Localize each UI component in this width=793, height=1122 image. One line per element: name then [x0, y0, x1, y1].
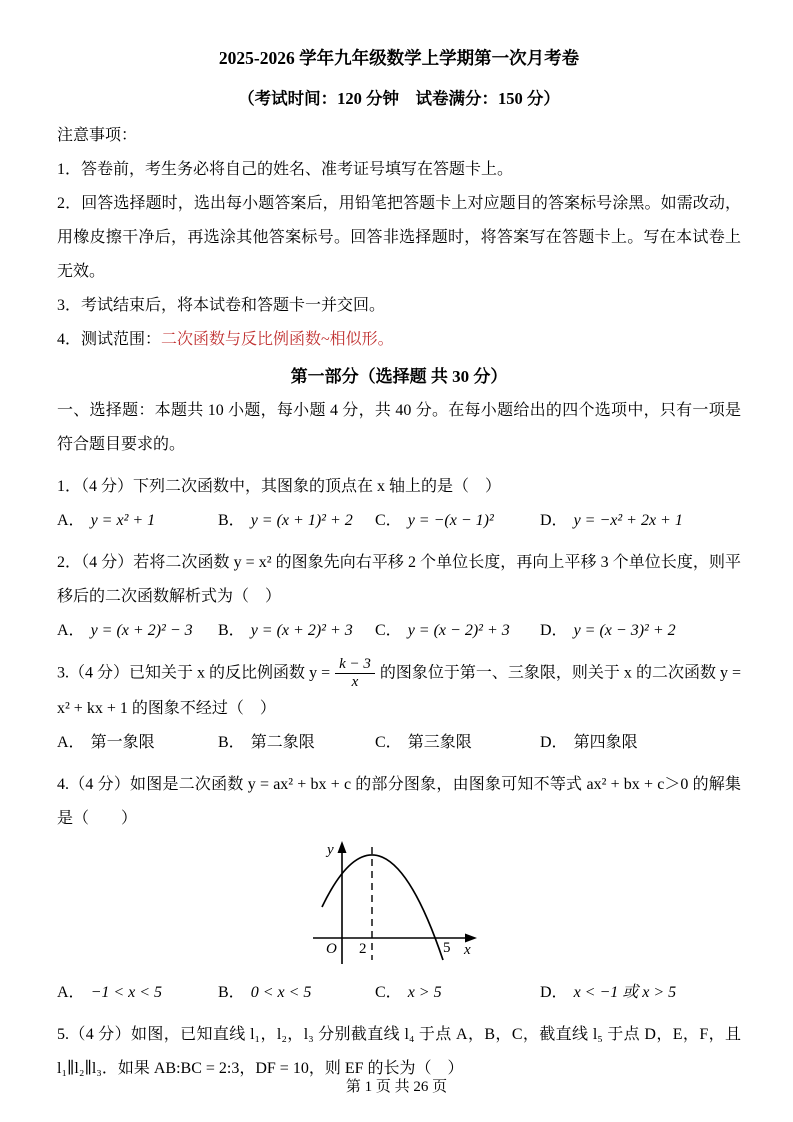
option-text: −1 < x < 5 [90, 983, 163, 1001]
question-1-option-d [540, 504, 741, 538]
option-key: B． [218, 622, 245, 639]
question-1-option-b [218, 504, 375, 538]
root-tick-label: 5 [443, 939, 451, 956]
option-key: B． [218, 512, 245, 529]
option-text: y = (x − 3)² + 2 [573, 622, 676, 639]
option-text: y = (x + 2)² − 3 [90, 622, 193, 639]
option-text: y = (x − 2)² + 3 [407, 622, 510, 639]
option-key: A． [57, 733, 85, 751]
parabola-curve [322, 854, 443, 959]
option-key: D． [540, 622, 568, 639]
question-3-option-a [57, 726, 218, 760]
question-4-text: 4.（4 分）如图是二次函数 y = ax² + bx + c 的部分图象，由图象可知不等式 ax² + bx + c＞0 的解集是（ ） [57, 775, 741, 827]
test-scope-text: 二次函数与反比例函数~相似形。 [161, 331, 394, 348]
exam-title: 2025-2026 学年九年级数学上学期第一次月考卷 [218, 48, 580, 68]
question-3-text [57, 656, 741, 726]
y-axis-label: y [327, 841, 334, 858]
question-2-options [57, 614, 741, 648]
question-4-option-c [375, 976, 540, 1010]
option-text: y = −x² + 2x + 1 [573, 512, 683, 529]
option-text: y = (x + 2)² + 3 [250, 622, 353, 639]
option-key: D． [540, 512, 568, 529]
parabola-graph [300, 840, 500, 974]
option-key: D． [540, 733, 568, 751]
option-key: A． [57, 512, 85, 529]
option-text: y = x² + 1 [90, 512, 156, 529]
question-3-option-b [218, 726, 375, 760]
option-key: C． [375, 983, 402, 1001]
option-key: A． [57, 622, 85, 639]
question-3-text-pre: 3.（4 分）已知关于 x 的反比例函数 y = [57, 664, 331, 682]
question-1-options [57, 504, 741, 538]
question-2-option-b [218, 614, 375, 648]
option-key: B． [218, 733, 245, 751]
fraction-numerator: k − 3 [335, 656, 375, 674]
question-5-text: 5.（4 分）如图，已知直线 l₁，l₂，l₃ 分别截直线 l₄ 于点 A，B，C，截直线 l₅ 于点 D，E，F，且 l₁∥l₂∥l₃．如果 AB:BC = 2:3，DF = 10，则 EF 的长为（ ） [57, 1025, 741, 1077]
notice-item-4 [57, 323, 741, 357]
option-key: A． [57, 983, 85, 1001]
option-text: y = −(x − 1)² [407, 512, 494, 529]
question-1-option-c [375, 504, 540, 538]
question-3-option-c [375, 726, 540, 760]
section-one-title: 第一部分（选择题 共 30 分） [290, 367, 508, 386]
question-3-text-post: 的图象位于第一、三象限，则关于 x 的二次函数 y = x² + kx + 1 的图象不经过（ ） [57, 664, 741, 717]
question-4-figure [300, 840, 741, 974]
notice-item-4-prefix: 4．测试范围： [57, 331, 162, 348]
question-2-text: 2．（4 分）若将二次函数 y = x² 的图象先向右平移 2 个单位长度，再向上平移 3 个单位长度，则平移后的二次函数解析式为（ ） [57, 554, 741, 605]
option-key: D． [540, 983, 568, 1001]
question-1-option-a [57, 504, 218, 538]
option-text: 0 < x < 5 [250, 983, 312, 1001]
option-text: 第一象限 [90, 733, 155, 751]
option-text: y = (x + 1)² + 2 [250, 512, 353, 529]
notice-item-3: 3．考试结束后，将本试卷和答题卡一并交回。 [57, 297, 386, 314]
question-4-option-b [218, 976, 375, 1010]
question-2-option-c [375, 614, 540, 648]
question-2-option-d [540, 614, 741, 648]
question-4-options [57, 976, 741, 1010]
question-1-text: 1．（4 分）下列二次函数中，其图象的顶点在 x 轴上的是（ ） [57, 478, 502, 495]
y-axis-arrow-icon [338, 841, 347, 853]
fraction [335, 656, 375, 692]
option-key: C． [375, 622, 402, 639]
symmetry-tick-label: 2 [359, 940, 367, 957]
question-2-option-a [57, 614, 218, 648]
option-text: 第二象限 [250, 733, 315, 751]
notices-heading: 注意事项： [57, 127, 138, 144]
question-4-option-d [540, 976, 741, 1010]
section-one-intro: 一、选择题：本题共 10 小题，每小题 4 分，共 40 分。在每小题给出的四个选项中，只有一项是符合题目要求的。 [57, 402, 741, 453]
option-text: 第三象限 [407, 733, 472, 751]
option-key: C． [375, 512, 402, 529]
notice-item-1: 1．答卷前，考生务必将自己的姓名、准考证号填写在答题卡上。 [57, 161, 514, 178]
notice-item-2: 2．回答选择题时，选出每小题答案后，用铅笔把答题卡上对应题目的答案标号涂黑。如需改动，用橡皮擦干净后，再选涂其他答案标号。回答非选择题时，将答案写在答题卡上。写在本试卷上无效。 [57, 195, 741, 280]
x-axis-label: x [464, 941, 471, 958]
question-3-options [57, 726, 741, 760]
origin-label: O [326, 940, 337, 957]
page-number-footer: 第 1 页 共 26 页 [345, 1079, 448, 1095]
option-key: C． [375, 733, 402, 751]
option-text: x > 5 [407, 983, 442, 1001]
exam-subtitle: （考试时间：120 分钟 试卷满分：150 分） [238, 89, 560, 108]
question-4-option-a [57, 976, 218, 1010]
option-key: B． [218, 983, 245, 1001]
option-text: x < −1 或 x > 5 [573, 983, 677, 1001]
option-text: 第四象限 [573, 733, 638, 751]
question-3-option-d [540, 726, 741, 760]
fraction-denominator: x [351, 674, 359, 691]
